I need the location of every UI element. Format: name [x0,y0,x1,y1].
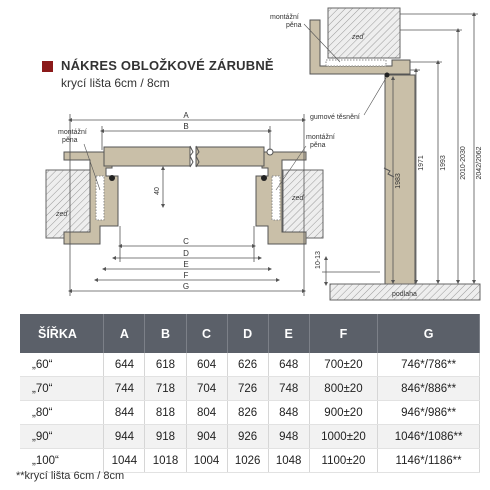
page-title: NÁKRES OBLOŽKOVÉ ZÁRUBNĚ [61,58,274,73]
cell-B: 1018 [145,449,186,473]
height-1971: 1971 [418,155,425,171]
foam-right-label-2: pěna [310,142,326,149]
cell-B: 918 [145,425,186,449]
wall-right [283,170,323,238]
header-F: F [309,314,378,353]
cell-G: 846*/886** [378,377,480,401]
cell-F: 1100±20 [309,449,378,473]
table-row [20,377,480,401]
cell-C: 704 [186,377,227,401]
cell-D: 726 [227,377,268,401]
cell-width: „70“ [20,377,104,401]
title-marker [42,61,53,72]
dim-A-label: A [183,111,189,120]
seal-left [109,175,115,181]
header-E: E [268,314,309,353]
cell-C: 604 [186,353,227,377]
header-G: G [378,314,480,353]
wall-top-label: zeď [352,34,364,41]
cell-F: 1000±20 [309,425,378,449]
door-leaf-right [196,147,264,166]
foam-top-label-1: montážní [270,14,299,21]
cell-G: 746*/786** [378,353,480,377]
wall-top [328,8,400,58]
cell-C: 1004 [186,449,227,473]
dim-C-label: C [183,237,189,246]
dim-B-label: B [183,122,189,131]
footnote: **krycí lišta 6cm / 8cm [16,470,125,482]
cell-width: „100“ [20,449,104,473]
wall-left-label: zeď [56,211,68,218]
wall-left [46,170,96,238]
cell-A: 944 [104,425,145,449]
dim-40-label: 40 [154,187,161,195]
dim-G-label: G [182,282,190,291]
dim-10-13-label: 10-13 [315,251,322,269]
cell-B: 618 [145,353,186,377]
foam-left-label-2: pěna [62,137,78,144]
cell-E: 648 [268,353,309,377]
cell-D: 626 [227,353,268,377]
cell-D: 826 [227,401,268,425]
wall-right-label: zeď [292,195,304,202]
dim-D-label: D [183,249,189,258]
header-D: D [227,314,268,353]
dimension-table [20,314,480,473]
cell-G: 946*/986** [378,401,480,425]
door-leaf [104,147,190,166]
header-B: B [145,314,186,353]
cell-D: 926 [227,425,268,449]
table-row [20,401,480,425]
height-2010-2030: 2010-2030 [460,146,467,180]
foam-right [272,176,280,220]
rubber-seal-label: gumové těsnění [310,114,360,121]
cell-F: 800±20 [309,377,378,401]
cell-E: 848 [268,401,309,425]
header-width: ŠÍŘKA [20,314,104,353]
foam-right-label-1: montážní [306,134,335,141]
cell-F: 700±20 [309,353,378,377]
height-1993: 1993 [440,155,447,171]
cell-A: 744 [104,377,145,401]
foam-left-label-1: montážní [58,129,87,136]
dim-F-label: F [183,271,189,280]
cell-B: 818 [145,401,186,425]
cell-D: 1026 [227,449,268,473]
cell-C: 804 [186,401,227,425]
cell-width: „60“ [20,353,104,377]
cell-G: 1046*/1086** [378,425,480,449]
cell-E: 748 [268,377,309,401]
cell-A: 844 [104,401,145,425]
cell-E: 1048 [268,449,309,473]
table-header-row [20,314,480,353]
header-C: C [186,314,227,353]
cell-G: 1146*/1186** [378,449,480,473]
cell-width: „90“ [20,425,104,449]
foam-top-label-2: pěna [286,22,302,29]
seal-right [261,175,267,181]
table-row [20,449,480,473]
dim-E-label: E [183,260,189,269]
cell-A: 644 [104,353,145,377]
cell-C: 904 [186,425,227,449]
seal-top [385,73,390,78]
cell-B: 718 [145,377,186,401]
page-subtitle: krycí lišta 6cm / 8cm [61,76,170,90]
height-1983: 1983 [395,173,402,189]
header-A: A [104,314,145,353]
cell-F: 900±20 [309,401,378,425]
plan-section [46,111,335,296]
cell-width: „80“ [20,401,104,425]
floor-label: podlaha [392,291,417,298]
height-2042-2062: 2042/2062 [476,146,483,180]
table-row [20,425,480,449]
cell-E: 948 [268,425,309,449]
table-row [20,353,480,377]
cell-A: 1044 [104,449,145,473]
